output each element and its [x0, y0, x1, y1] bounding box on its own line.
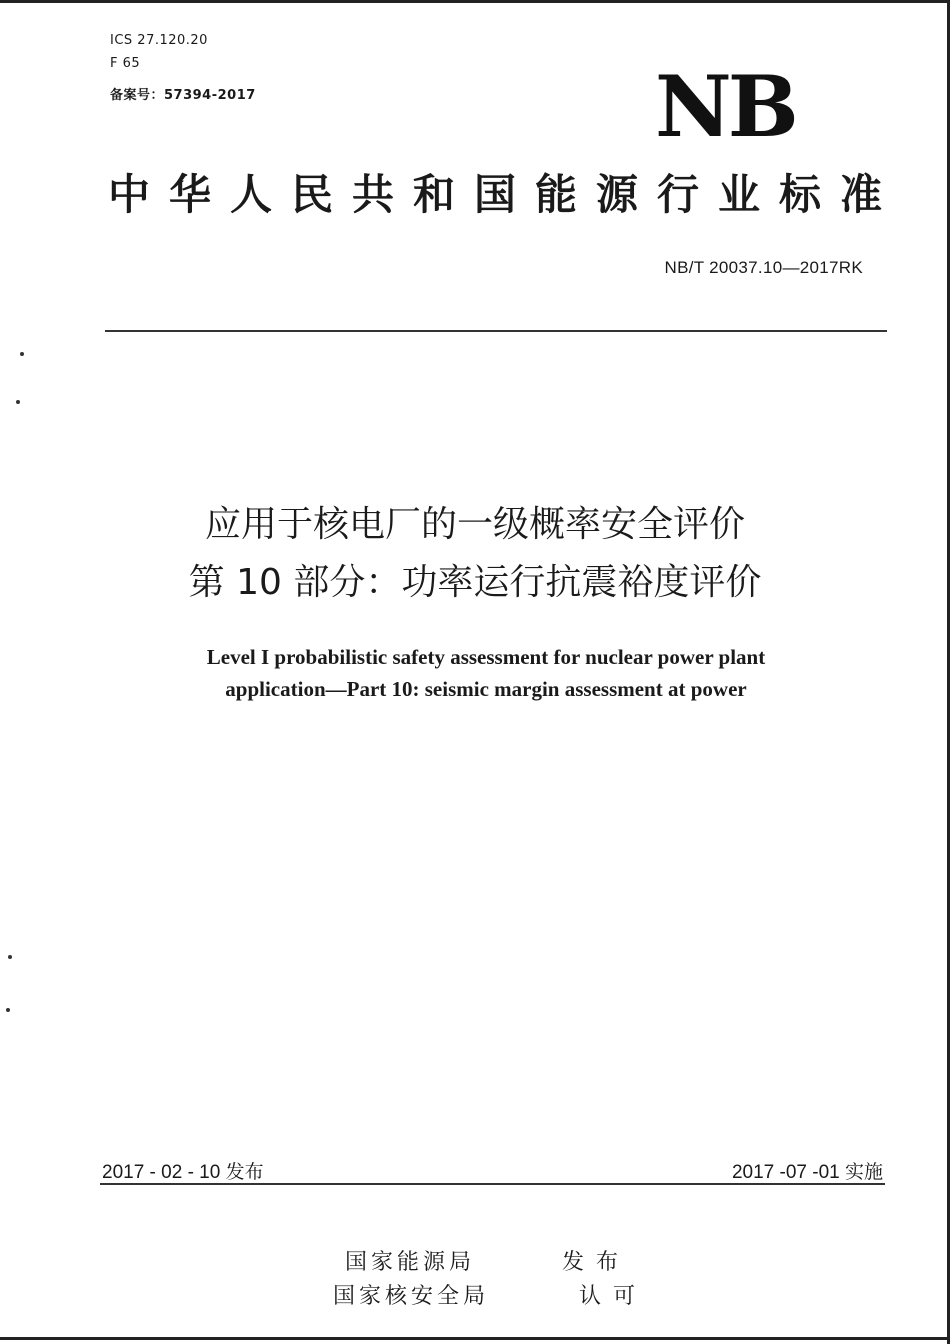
implementation-date: 2017 -07 -01 实施 [731, 1162, 883, 1183]
ccs-code: F 65 [110, 56, 141, 71]
page-border-bottom [0, 1337, 950, 1340]
header-divider [105, 330, 887, 332]
record-number: 备案号：57394-2017 [110, 88, 256, 103]
title-zh-line1: 应用于核电厂的一级概率安全评价 [204, 504, 745, 545]
issuer-action-2: 认可 [579, 1284, 648, 1309]
scan-speck [8, 955, 12, 959]
title-en-line1: Level I probabilistic safety assessment for nuclear power plant [206, 645, 766, 669]
issuer-name-1: 国家能源局 [345, 1250, 476, 1275]
scan-speck [16, 400, 20, 404]
standard-org-title: 中华人民共和国能源行业标准 [108, 170, 902, 219]
title-zh-line2: 第 10 部分：功率运行抗震裕度评价 [188, 562, 762, 603]
standard-number: NB/T 20037.10—2017RK [664, 258, 863, 277]
nb-logo: NB [655, 57, 795, 156]
footer-divider [100, 1183, 885, 1185]
page-border-top [0, 0, 950, 3]
issuer-action-1: 发布 [562, 1250, 631, 1275]
issuer-name-2: 国家核安全局 [333, 1284, 490, 1309]
issue-date: 2017 - 02 - 10 发布 [102, 1162, 264, 1183]
title-en-line2: application—Part 10: seismic margin assessment at power [225, 677, 747, 701]
scan-speck [6, 1008, 10, 1012]
scan-speck [20, 352, 24, 356]
ics-code: ICS 27.120.20 [110, 33, 208, 48]
